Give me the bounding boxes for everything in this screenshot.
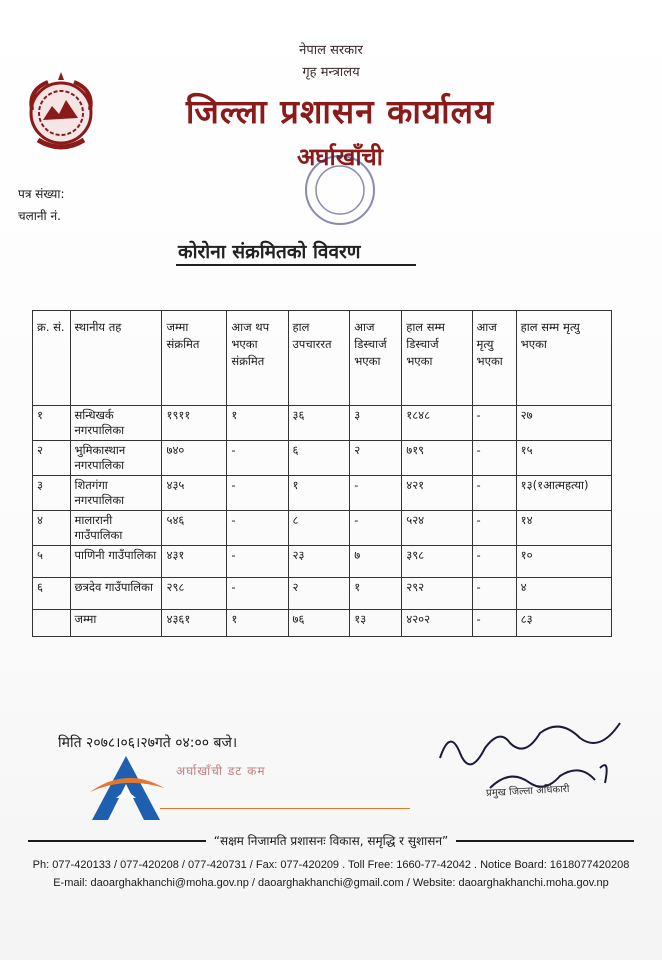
government-name: नेपाल सरकार	[299, 43, 363, 58]
table-cell: ५४६	[162, 511, 227, 546]
col-header: हाल उपचाररत	[288, 311, 350, 406]
table-cell: ५२४	[402, 511, 472, 546]
table-cell: -	[227, 511, 288, 546]
table-cell: -	[227, 546, 288, 578]
table-cell: ४	[33, 511, 71, 546]
table-cell: ४३५	[162, 476, 227, 511]
col-header: हाल सम्म मृत्यु भएका	[516, 311, 611, 406]
table-cell	[33, 610, 71, 637]
table-cell: २	[288, 578, 350, 610]
table-header-row	[33, 311, 612, 406]
table-row	[33, 511, 612, 546]
col-header: हाल सम्म डिस्चार्ज भएका	[402, 311, 472, 406]
table-cell: ७६	[288, 610, 350, 637]
table-cell: -	[472, 546, 516, 578]
table-cell: -	[227, 441, 288, 476]
table-cell: १३	[350, 610, 402, 637]
table-cell: ७४०	[162, 441, 227, 476]
table-cell: ८३	[516, 610, 611, 637]
table-cell: ७	[350, 546, 402, 578]
table-cell: २७	[516, 406, 611, 441]
signature-title: प्रमुख जिल्ला अधिकारी	[485, 783, 570, 800]
table-cell: १३(१आत्महत्या)	[516, 476, 611, 511]
table-cell: शितगंगा नगरपालिका	[70, 476, 162, 511]
table-cell: -	[350, 476, 402, 511]
covid-table	[32, 310, 612, 637]
date-line: मिति २०७८।०६।२७गते ०४:०० बजे।	[58, 735, 238, 751]
table-cell: ३६	[288, 406, 350, 441]
nepal-emblem-icon	[18, 70, 104, 156]
footer-rule-left	[28, 840, 206, 842]
col-header: स्थानीय तह	[70, 311, 162, 406]
table-cell: १८४८	[402, 406, 472, 441]
office-stamp-icon	[300, 150, 380, 230]
table-cell: -	[472, 511, 516, 546]
table-cell: २	[33, 441, 71, 476]
table-cell: -	[472, 406, 516, 441]
table-cell: मालारानी गाउँपालिका	[70, 511, 162, 546]
document-title: कोरोना संक्रमितको विवरण	[178, 241, 361, 263]
office-name: जिल्ला प्रशासन कार्यालय	[185, 92, 495, 131]
motto-text: “सक्षम निजामति प्रशासनः विकास, समृद्धि र सुशासन”	[213, 834, 449, 848]
table-cell: १	[33, 406, 71, 441]
table-row	[33, 441, 612, 476]
col-header: आज मृत्यु भएका	[472, 311, 516, 406]
col-header: आज थप भएका संक्रमित	[227, 311, 288, 406]
watermark-text: अर्घाखाँची डट कम	[176, 764, 266, 778]
table-cell: ४	[516, 578, 611, 610]
table-row	[33, 476, 612, 511]
table-cell: ६	[288, 441, 350, 476]
title-underline	[176, 264, 416, 266]
district-name: अर्घाखाँची	[296, 143, 384, 171]
table-cell: १०	[516, 546, 611, 578]
table-cell: ४२१	[402, 476, 472, 511]
table-cell: -	[472, 578, 516, 610]
col-header: क्र. सं.	[33, 311, 71, 406]
table-cell: -	[472, 610, 516, 637]
table-cell: १९११	[162, 406, 227, 441]
table-cell: ७१९	[402, 441, 472, 476]
contact-phone-line: Ph: 077-420133 / 077-420208 / 077-420731 / Fax: 077-420209 . Toll Free: 1660-77-42042 . Notice Board: 1618077420208	[32, 859, 630, 871]
arghakhanchi-logo-icon	[86, 752, 166, 824]
table-cell: २३	[288, 546, 350, 578]
dispatch-number-label: चलानी नं.	[18, 209, 61, 223]
table-cell: ४३६१	[162, 610, 227, 637]
table-cell: जम्मा	[70, 610, 162, 637]
table-cell: ३९८	[402, 546, 472, 578]
table-cell: ८	[288, 511, 350, 546]
table-cell: १	[350, 578, 402, 610]
table-cell: -	[227, 476, 288, 511]
table-row	[33, 546, 612, 578]
table-cell: १	[288, 476, 350, 511]
table-cell: भुमिकास्थान नगरपालिका	[70, 441, 162, 476]
table-cell: ६	[33, 578, 71, 610]
col-header: जम्मा संक्रमित	[162, 311, 227, 406]
table-row	[33, 578, 612, 610]
ministry-name: गृह मन्त्रालय	[302, 65, 360, 80]
table-cell: -	[350, 511, 402, 546]
table-total-row	[33, 610, 612, 637]
table-cell: २९२	[402, 578, 472, 610]
table-cell: -	[472, 476, 516, 511]
table-cell: सन्धिखर्क नगरपालिका	[70, 406, 162, 441]
table-cell: ४३१	[162, 546, 227, 578]
orange-divider	[160, 808, 410, 809]
table-cell: १४	[516, 511, 611, 546]
letter-number-label: पत्र संख्या:	[18, 187, 65, 201]
footer-rule-right	[456, 840, 634, 842]
table-cell: १	[227, 610, 288, 637]
table-cell: ४२०२	[402, 610, 472, 637]
table-cell: -	[227, 578, 288, 610]
table-cell: २	[350, 441, 402, 476]
table-cell: ३	[33, 476, 71, 511]
table-cell: ३	[350, 406, 402, 441]
table-cell: -	[472, 441, 516, 476]
table-cell: १	[227, 406, 288, 441]
col-header: आज डिस्चार्ज भएका	[350, 311, 402, 406]
table-cell: २९८	[162, 578, 227, 610]
table-cell: पाणिनी गाउँपालिका	[70, 546, 162, 578]
table-cell: १५	[516, 441, 611, 476]
table-row	[33, 406, 612, 441]
contact-email-line: E-mail: daoarghakhanchi@moha.gov.np / daoarghakhanchi@gmail.com / Website: daoarghakhanchi.moha.gov.np	[53, 877, 609, 889]
table-cell: छत्रदेव गाउँपालिका	[70, 578, 162, 610]
table-cell: ५	[33, 546, 71, 578]
